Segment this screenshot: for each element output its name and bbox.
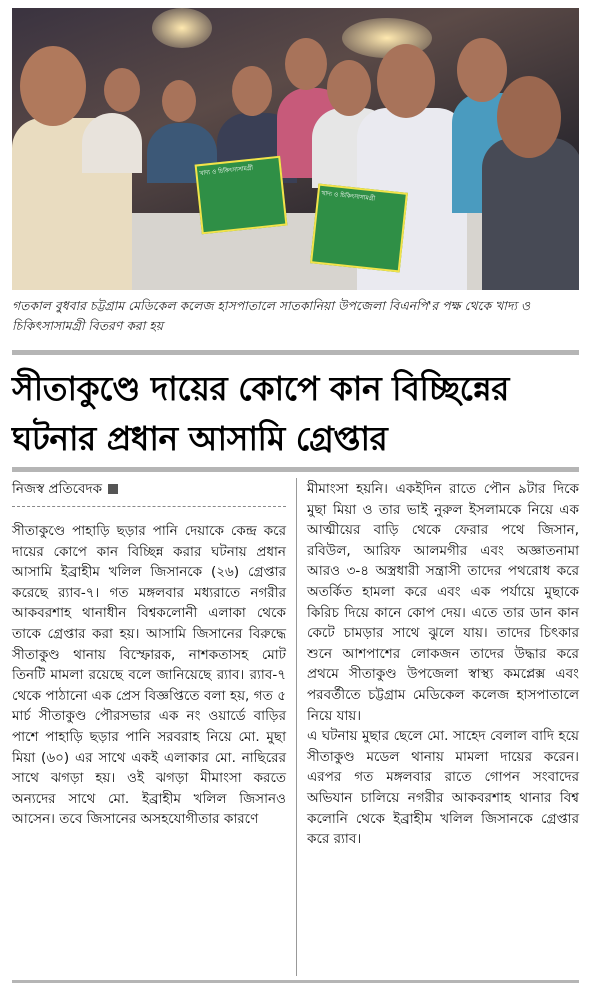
bottom-divider	[12, 980, 579, 983]
column-divider	[296, 478, 297, 976]
article-column-1: সীতাকুণ্ডে পাহাড়ি ছড়ার পানি দেয়াকে কেন্দ্র করে দায়ের কোপে কান বিচ্ছিন্ন করার ঘটনায় প্রধান আসামি ইব্রাহীম খলিল জিসানকে (২৬) গ্রেপ্তার করেছে র‌্যাব-৭। গত মঙ্গলবার মধ্যরাতে নগরীর আকবরশাহ থানাধীন বিশ্বকলোনী এলাকা থেকে তাকে গ্রেপ্তার করা হয়। আসামি জিসানের বিরুদ্ধে সীতাকুণ্ড থানায় বিস্ফোরক, নাশকতাসহ মোট তিনটি মামলা রয়েছে বলে জানিয়েছে র‌্যাব। র‌্যাব-৭ থেকে পাঠানো এক প্রেস বিজ্ঞপ্তিতে বলা হয়, গত ৫ মার্চ সীতাকুণ্ড পৌরসভার এক নং ওয়ার্ডে বাড়ির পাশে পাহাড়ি ছড়ার পানি সরবরাহ নিয়ে মো. মুছা মিয়া (৬০) এর সাথে একই এলাকার মো. নাছিরের সাথে ঝগড়া হয়। ওই ঝগড়া মীমাংসা করতে অন্যদের সাথে মো. ইব্রাহীম খলিল জিসানও আসেন। তবে জিসানের অসহযোগীতার কারণে	[12, 523, 286, 828]
article-paragraph: মীমাংসা হয়নি। একইদিন রাতে পৌন ৯টার দিকে মুছা মিয়া ও তার ভাই নুরুল ইসলামকে নিয়ে এক আত্মীয়ের বাড়ি থেকে ফেরার পথে জিসান, রবিউল, আরিফ আলমগীর এবং অজ্ঞাতনামা আরও ৩-৪ অস্ত্রধারী সন্ত্রাসী তাদের পথরোধ করে অতর্কিত হামলা করে এবং এক পর্যায়ে মুছাকে কিরিচ দিয়ে কানে কোপ দেয়। এতে তার ডান কান কেটে চামড়ার সাথে ঝুলে যায়। তাদের চিৎকার শুনে আশপাশের লোকজন তাদের উদ্ধার করে প্রথমে সীতাকুণ্ড উপজেলা স্বাস্থ্য কমপ্লেক্স এবং পরবর্তীতে চট্টগ্রাম মেডিকেল কলেজ হাসপাতালে নিয়ে যায়।	[307, 481, 579, 724]
relief-card-right: খাদ্য ও চিকিৎসাসামগ্রী	[310, 184, 408, 273]
byline	[12, 479, 286, 499]
headline-divider	[12, 467, 579, 472]
top-divider	[12, 350, 579, 355]
photo-caption: গতকাল বুধবার চট্টগ্রাম মেডিকেল কলেজ হাসপাতালে সাতকানিয়া উপজেলা বিএনপি'র পক্ষ থেকে খাদ্য ও চিকিৎসাসামগ্রী বিতরণ করা হয়	[12, 298, 531, 333]
square-icon	[108, 484, 118, 494]
headline: সীতাকুণ্ডে দায়ের কোপে কান বিচ্ছিন্নের ঘটনার প্রধান আসামি গ্রেপ্তার	[12, 369, 509, 458]
byline-dashed-rule	[12, 506, 286, 507]
relief-card-left: খাদ্য ও চিকিৎসাসামগ্রী	[195, 156, 288, 235]
byline-text: নিজস্ব প্রতিবেদক	[12, 481, 103, 497]
article-paragraph: এ ঘটনায় মুছার ছেলে মো. সাহেদ বেলাল বাদি হয়ে সীতাকুণ্ড মডেল থানায় মামলা দায়ের করেন। এরপর গত মঙ্গলবার রাতে গোপন সংবাদের অভিযান চালিয়ে নগরীর আকবরশাহ থানার বিশ্ব কলোনি থেকে ইব্রাহীম খলিল জিসানকে গ্রেপ্তার করে র‌্যাব।	[307, 728, 579, 848]
article-column-2	[307, 479, 579, 850]
news-photo	[12, 8, 579, 290]
